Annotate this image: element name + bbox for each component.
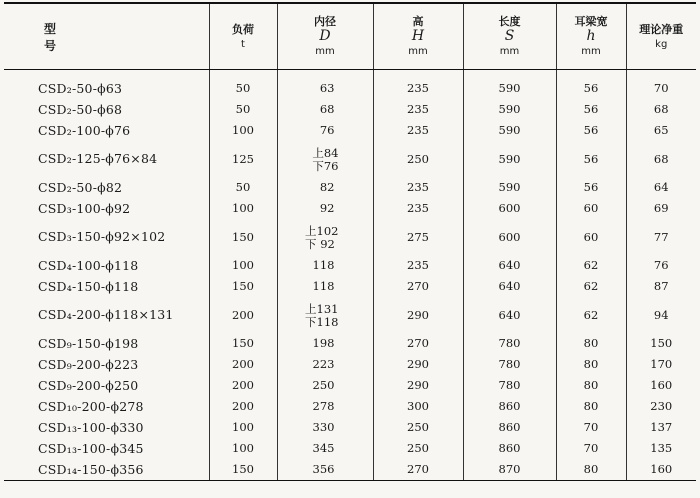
cell-model: CSD₄-150-ϕ118 <box>38 279 139 294</box>
cell-height: 235 <box>373 99 463 120</box>
table-row <box>4 297 696 333</box>
header-height-symbol: H <box>411 28 425 44</box>
cell-diameter: 118 <box>277 276 373 297</box>
header-diameter-name: 内径 <box>314 15 336 28</box>
cell-length: 860 <box>463 417 556 438</box>
cell-weight: 76 <box>626 255 696 276</box>
table-row <box>4 141 696 177</box>
cell-diameter: 250 <box>277 375 373 396</box>
diameter-stack <box>305 225 338 251</box>
header-height-name: 高 <box>412 15 424 28</box>
cell-load: 150 <box>209 459 277 481</box>
cell-height: 290 <box>373 297 463 333</box>
table-body <box>4 70 696 481</box>
cell-diameter: 356 <box>277 459 373 481</box>
cell-weight: 230 <box>626 396 696 417</box>
cell-length: 600 <box>463 219 556 255</box>
header-length-unit: mm <box>499 46 520 57</box>
cell-diameter: 82 <box>277 177 373 198</box>
cell-height: 250 <box>373 438 463 459</box>
cell-load: 100 <box>209 198 277 219</box>
table-row <box>4 417 696 438</box>
table-row <box>4 459 696 481</box>
cell-weight: 68 <box>626 141 696 177</box>
cell-length: 640 <box>463 255 556 276</box>
cell-height: 235 <box>373 70 463 100</box>
cell-weight: 160 <box>626 459 696 481</box>
cell-model: CSD₉-200-ϕ223 <box>38 357 139 372</box>
cell-lug-width: 60 <box>556 219 626 255</box>
header-weight <box>626 3 696 70</box>
cell-height: 290 <box>373 354 463 375</box>
cell-model: CSD₁₃-100-ϕ330 <box>38 420 144 435</box>
cell-height: 270 <box>373 276 463 297</box>
cell-length: 780 <box>463 333 556 354</box>
cell-diameter: 76 <box>277 120 373 141</box>
cell-lug-width: 62 <box>556 276 626 297</box>
cell-lug-width: 56 <box>556 120 626 141</box>
cell-lug-width: 62 <box>556 255 626 276</box>
cell-load: 50 <box>209 99 277 120</box>
table-row <box>4 99 696 120</box>
cell-diameter: 92 <box>277 198 373 219</box>
spec-table <box>4 2 696 481</box>
diameter-top: 上102 <box>305 224 339 238</box>
cell-model: CSD₃-100-ϕ92 <box>38 201 131 216</box>
cell-model: CSD₂-50-ϕ63 <box>38 81 123 96</box>
cell-height: 290 <box>373 375 463 396</box>
cell-load: 200 <box>209 396 277 417</box>
header-height <box>373 3 463 70</box>
cell-weight: 65 <box>626 120 696 141</box>
cell-length: 780 <box>463 354 556 375</box>
cell-lug-width: 80 <box>556 396 626 417</box>
diameter-bottom: 下118 <box>305 315 339 329</box>
cell-diameter: 63 <box>277 70 373 100</box>
cell-model: CSD₄-200-ϕ118×131 <box>38 307 174 322</box>
header-model: 型 号 <box>4 3 209 70</box>
cell-model: CSD₂-50-ϕ82 <box>38 180 123 195</box>
cell-length: 780 <box>463 375 556 396</box>
cell-diameter: 198 <box>277 333 373 354</box>
cell-model: CSD₁₀-200-ϕ278 <box>38 399 144 414</box>
cell-weight: 135 <box>626 438 696 459</box>
table-row <box>4 198 696 219</box>
cell-height: 270 <box>373 333 463 354</box>
cell-length: 590 <box>463 177 556 198</box>
cell-height: 235 <box>373 198 463 219</box>
cell-load: 150 <box>209 276 277 297</box>
cell-length: 860 <box>463 396 556 417</box>
cell-lug-width: 56 <box>556 177 626 198</box>
cell-length: 860 <box>463 438 556 459</box>
header-weight-name: 理论净重 <box>639 22 684 36</box>
cell-diameter: 278 <box>277 396 373 417</box>
cell-load: 200 <box>209 297 277 333</box>
header-length-name: 长度 <box>498 15 521 28</box>
header-diameter-unit: mm <box>315 46 335 57</box>
cell-lug-width: 56 <box>556 99 626 120</box>
header-height-unit: mm <box>408 46 428 57</box>
cell-length: 590 <box>463 70 556 100</box>
cell-height: 275 <box>373 219 463 255</box>
cell-lug-width: 56 <box>556 70 626 100</box>
cell-model: CSD₂-50-ϕ68 <box>38 102 123 117</box>
header-length-symbol: S <box>504 28 515 44</box>
table-row <box>4 219 696 255</box>
diameter-stack <box>312 147 338 173</box>
cell-lug-width: 80 <box>556 459 626 481</box>
cell-height: 235 <box>373 120 463 141</box>
cell-model: CSD₉-150-ϕ198 <box>38 336 139 351</box>
cell-load: 150 <box>209 333 277 354</box>
table-row <box>4 276 696 297</box>
table-row <box>4 354 696 375</box>
cell-load: 100 <box>209 438 277 459</box>
cell-load: 200 <box>209 375 277 396</box>
cell-load: 100 <box>209 120 277 141</box>
cell-lug-width: 80 <box>556 375 626 396</box>
cell-diameter: 345 <box>277 438 373 459</box>
cell-model: CSD₁₃-100-ϕ345 <box>38 441 144 456</box>
table-header <box>4 3 696 70</box>
cell-load: 125 <box>209 141 277 177</box>
header-diameter-symbol: D <box>319 28 331 44</box>
diameter-top: 上84 <box>312 146 339 160</box>
cell-weight: 68 <box>626 99 696 120</box>
diameter-top: 上131 <box>305 302 339 316</box>
cell-length: 640 <box>463 297 556 333</box>
spec-table-sheet <box>0 2 700 498</box>
table-row <box>4 177 696 198</box>
cell-length: 590 <box>463 99 556 120</box>
table-row <box>4 396 696 417</box>
cell-length: 870 <box>463 459 556 481</box>
table-row <box>4 438 696 459</box>
cell-lug-width: 80 <box>556 333 626 354</box>
cell-load: 200 <box>209 354 277 375</box>
diameter-bottom: 下76 <box>312 159 339 173</box>
cell-weight: 70 <box>626 70 696 100</box>
table-row <box>4 70 696 100</box>
cell-length: 600 <box>463 198 556 219</box>
cell-diameter <box>277 141 373 177</box>
cell-height: 270 <box>373 459 463 481</box>
cell-weight: 87 <box>626 276 696 297</box>
cell-lug-width: 70 <box>556 438 626 459</box>
cell-weight: 94 <box>626 297 696 333</box>
cell-diameter <box>277 219 373 255</box>
diameter-bottom: 下 92 <box>305 237 335 251</box>
header-load-name: 负荷 <box>232 22 254 36</box>
cell-weight: 150 <box>626 333 696 354</box>
cell-length: 590 <box>463 120 556 141</box>
cell-lug-width: 80 <box>556 354 626 375</box>
cell-lug-width: 60 <box>556 198 626 219</box>
cell-weight: 77 <box>626 219 696 255</box>
cell-length: 590 <box>463 141 556 177</box>
cell-model: CSD₂-100-ϕ76 <box>38 123 131 138</box>
table-row <box>4 333 696 354</box>
header-load <box>209 3 277 70</box>
cell-diameter <box>277 297 373 333</box>
cell-load: 150 <box>209 219 277 255</box>
cell-lug-width: 56 <box>556 141 626 177</box>
cell-lug-width: 70 <box>556 417 626 438</box>
header-lug-width-name: 耳梁宽 <box>574 15 608 28</box>
cell-height: 250 <box>373 417 463 438</box>
cell-lug-width: 62 <box>556 297 626 333</box>
cell-diameter: 118 <box>277 255 373 276</box>
cell-diameter: 68 <box>277 99 373 120</box>
cell-weight: 170 <box>626 354 696 375</box>
header-lug-width-symbol: h <box>586 28 596 44</box>
cell-length: 640 <box>463 276 556 297</box>
cell-model: CSD₉-200-ϕ250 <box>38 378 139 393</box>
header-weight-unit: kg <box>655 38 668 50</box>
header-length <box>463 3 556 70</box>
cell-weight: 64 <box>626 177 696 198</box>
cell-load: 100 <box>209 255 277 276</box>
cell-model: CSD₃-150-ϕ92×102 <box>38 229 166 244</box>
cell-load: 100 <box>209 417 277 438</box>
cell-weight: 137 <box>626 417 696 438</box>
cell-load: 50 <box>209 70 277 100</box>
diameter-stack <box>305 303 338 329</box>
header-load-unit: t <box>241 38 245 50</box>
header-lug-width <box>556 3 626 70</box>
cell-height: 235 <box>373 177 463 198</box>
cell-diameter: 330 <box>277 417 373 438</box>
header-lug-width-unit: mm <box>581 46 601 57</box>
cell-height: 250 <box>373 141 463 177</box>
cell-model: CSD₄-100-ϕ118 <box>38 258 139 273</box>
table-row <box>4 375 696 396</box>
cell-model: CSD₁₄-150-ϕ356 <box>4 459 209 481</box>
header-diameter <box>277 3 373 70</box>
cell-weight: 69 <box>626 198 696 219</box>
cell-load: 50 <box>209 177 277 198</box>
cell-diameter: 223 <box>277 354 373 375</box>
cell-height: 300 <box>373 396 463 417</box>
cell-weight: 160 <box>626 375 696 396</box>
cell-height: 235 <box>373 255 463 276</box>
table-row <box>4 120 696 141</box>
table-row <box>4 255 696 276</box>
cell-model: CSD₂-125-ϕ76×84 <box>38 151 158 166</box>
